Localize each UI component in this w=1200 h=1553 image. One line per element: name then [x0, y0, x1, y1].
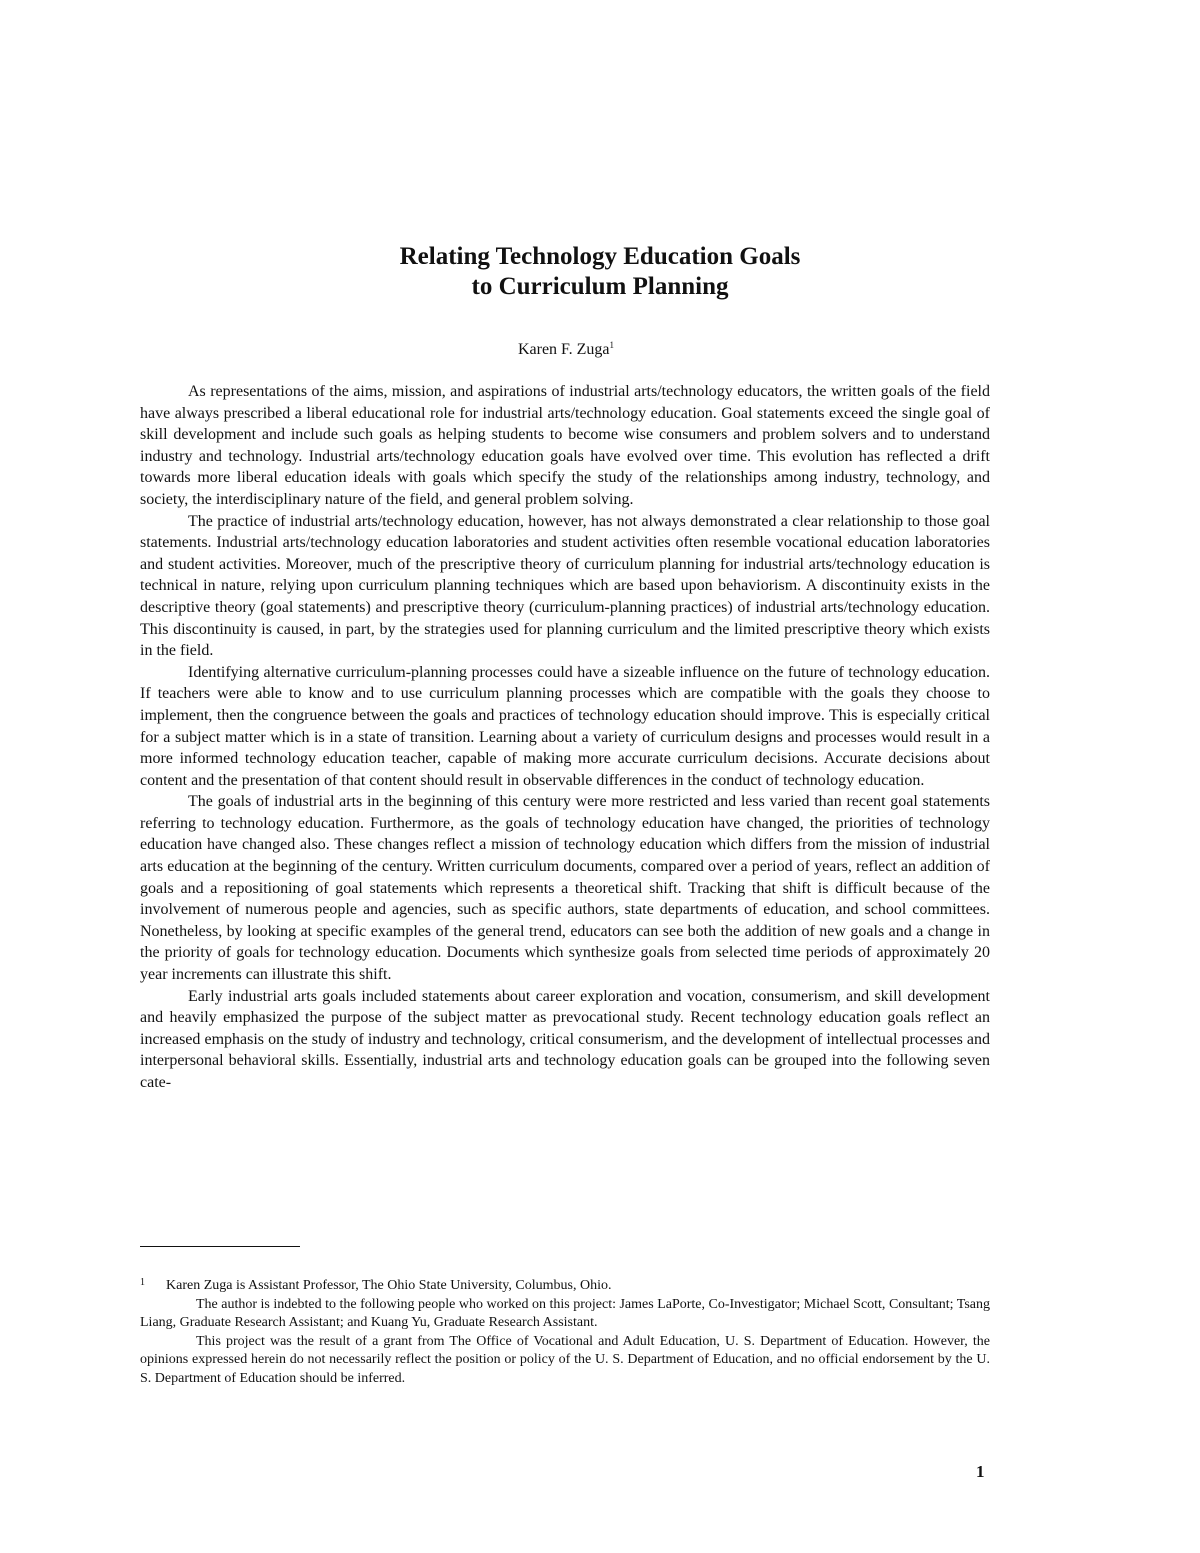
paragraph-5: Early industrial arts goals included statements about career exploration and vocation, consumerism, and skill development and heavily emphasized the purpose of the subject matter as prevocational study. Recent technology education goals reflect an increased emphasis on the study of industry and technology, critical consumerism, and the development of intellectual processes and interpersonal behavioral skills. Essentially, industrial arts and technology education goals can be grouped into the following seven cate-	[140, 987, 990, 1091]
footnote-acknowledgment: The author is indebted to the following people who worked on this project: James LaPorte, Co-Investigator; Michael Scott, Consultant; Tsang Liang, Graduate Research Assistant; and Kuang Yu, Graduate Research Assistant.	[140, 1296, 990, 1331]
paper-title	[0, 242, 1200, 302]
paragraph-3: Identifying alternative curriculum-planning processes could have a sizeable influence on the future of technology education. If teachers were able to know and to use curriculum planning processes which are compatible with the goals they choose to implement, then the congruence between the goals and practices of technology education should improve. This is especially critical for a subject matter which is in a state of transition. Learning about a variety of curriculum designs and processes would result in a more informed technology education teacher, capable of making more accurate curriculum decisions. Accurate decisions about content and the presentation of that content should result in observable differences in the conduct of technology education.	[140, 663, 990, 789]
footnote-disclaimer: This project was the result of a grant from The Office of Vocational and Adult Education, U. S. Department of Education. However, the opinions expressed herein do not necessarily reflect the position or policy of the U. S. Department of Education, and no official endorsement by the U. S. Department of Education should be inferred.	[140, 1333, 990, 1386]
footnote-affiliation-line	[140, 1274, 990, 1296]
paragraph-1: As representations of the aims, mission, and aspirations of industrial arts/technology educators, the written goals of the field have always prescribed a liberal educational role for industrial arts/technology education. Goal statements exceed the single goal of skill development and include such goals as helping students to become wise consumers and problem solvers and to understand industry and technology. Industrial arts/technology education goals have evolved over time. This evolution has reflected a drift towards more liberal education ideals with goals which specify the study of the relationships among industry, technology, and society, the interdisciplinary nature of the field, and general problem solving.	[140, 383, 990, 508]
title-line-2: to Curriculum Planning	[471, 273, 729, 300]
title-line-1: Relating Technology Education Goals	[399, 243, 801, 270]
body-text	[140, 381, 990, 1094]
paragraph-2: The practice of industrial arts/technology education, however, has not always demonstrated a clear relationship to those goal statements. Industrial arts/technology education laboratories and student activities often resemble vocational education laboratories and student activities. Moreover, much of the prescriptive theory of curriculum planning for industrial arts/technology education is technical in nature, relying upon curriculum planning techniques which are based upon behaviorism. A discontinuity exists in the descriptive theory (goal statements) and prescriptive theory (curriculum-planning practices) of industrial arts/technology education. This discontinuity is caused, in part, by the strategies used for planning curriculum and the limited prescriptive theory which exists in the field.	[140, 512, 990, 660]
footnote-affiliation: Karen Zuga is Assistant Professor, The Ohio State University, Columbus, Ohio.	[166, 1278, 612, 1293]
author-name: Karen F. Zuga	[517, 341, 610, 358]
footnotes	[140, 1274, 990, 1389]
footnote-divider	[140, 1246, 300, 1247]
page-number: 1	[976, 1462, 985, 1481]
author-line	[0, 340, 1132, 359]
paragraph-4: The goals of industrial arts in the beginning of this century were more restricted and less varied than recent goal statements referring to technology education. Furthermore, as the goals of technology education have changed, the priorities of technology education have changed also. These changes reflect a mission of technology education which differs from the mission of industrial arts education at the beginning of the century. Written curriculum documents, compared over a period of years, reflect an addition of goals and a repositioning of goal statements which represents a theoretical shift. Tracking that shift is difficult because of the involvement of numerous people and agencies, such as specific authors, state departments of education, and school committees. Nonetheless, by looking at specific examples of the general trend, educators can see both the addition of new goals and a change in the priority of goals for technology education. Documents which synthesize goals from selected time periods of approximately 20 year increments can illustrate this shift.	[140, 793, 990, 984]
footnote-mark: 1	[140, 1277, 145, 1288]
author-footnote-mark: 1	[609, 340, 615, 350]
